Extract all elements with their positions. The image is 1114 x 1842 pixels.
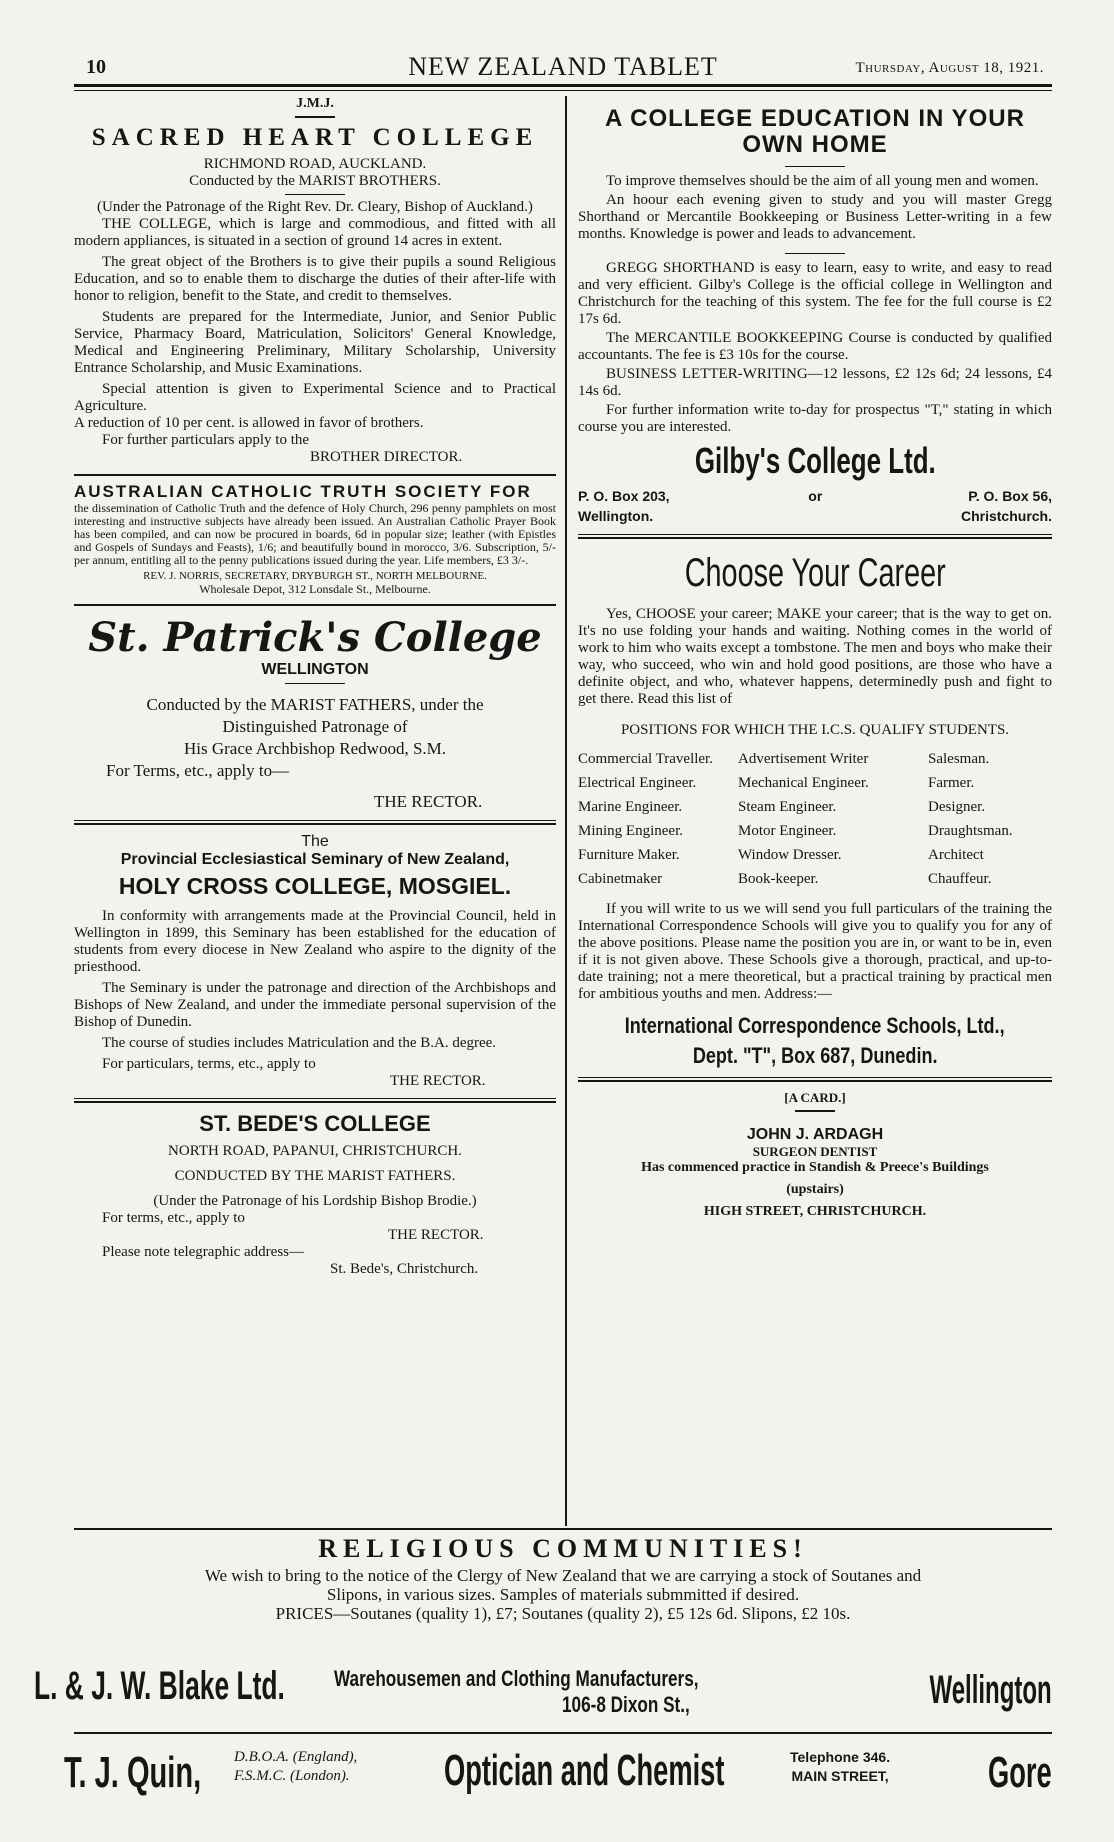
ad-address: Wholesale Depot, 312 Lonsdale St., Melbourne. xyxy=(199,582,431,596)
ad-line: His Grace Archbishop Redwood, S.M. xyxy=(183,739,447,758)
position-item: Architect xyxy=(928,847,984,863)
dentist-role: SURGEON DENTIST xyxy=(752,1144,878,1159)
ad-paragraph: Yes, CHOOSE your career; MAKE your career; that is the way to get on. It's no use folding your hands and waiting. Nothing comes in the world of work to him who waits except a tombstone. The men and boys who make their way, who succeed, who win and hold good positions, are those who have a definite object, and who, whatever happens, determinedly push and fight to get there. Read this list of xyxy=(578,606,1052,707)
school-address: Dept. "T", Box 687, Dunedin. xyxy=(692,1043,938,1068)
blake-address: 106-8 Dixon St., xyxy=(562,1692,690,1717)
st-patricks-ad xyxy=(74,614,556,812)
section-rule xyxy=(74,604,556,606)
ad-city: WELLINGTON xyxy=(261,661,369,678)
ad-signature: THE RECTOR. xyxy=(374,792,483,811)
ad-body: the dissemination of Catholic Truth and the defence of Holy Church, 296 penny pamphlets on most interesting and instructive subjects have already been issued. An Australian Catholic Prayer Book has been compiled, and can now be procured in boards, 6d in popular size; leather (with Epistles and Gospels of Sundays and Feasts), 1/6; and beautifully bound in morocco, 3/6. Subscription, 5/- per annum, entitling all to the penny publications issued during the year. Life members, £3 3/-. xyxy=(74,501,556,567)
ad-signature: REV. J. NORRIS, SECRETARY, DRYBURGH ST., NORTH MELBOURNE. xyxy=(143,570,487,582)
ad-subheading: Provincial Ecclesiastical Seminary of New Zealand, xyxy=(120,851,510,868)
quin-ad xyxy=(64,1744,1052,1808)
ad-line: Distinguished Patronage of xyxy=(222,717,408,736)
ad-paragraph: Students are prepared for the Intermediate, Junior, and Senior Public Service, Pharmacy Board, Matriculation, Solicitors' General Knowledge, Medical and Engineering Preliminary, Military Scholarship, University Entrance Scholarship, and Music Examinations. xyxy=(74,309,556,376)
position-item: Farmer. xyxy=(928,775,975,791)
card-label: [A CARD.] xyxy=(784,1090,846,1105)
position-item: Window Dresser. xyxy=(738,847,842,863)
page-number: 10 xyxy=(86,56,106,78)
ad-conducted: CONDUCTED BY THE MARIST FATHERS. xyxy=(174,1168,456,1184)
ad-conducted: Conducted by the MARIST BROTHERS. xyxy=(189,173,441,189)
positions-list xyxy=(578,747,1052,891)
school-name: International Correspondence Schools, Ltd., xyxy=(625,1013,1005,1038)
section-rule xyxy=(74,474,556,476)
page-header xyxy=(74,52,1052,82)
ad-line: For terms, etc., apply to xyxy=(102,1210,245,1226)
position-item: Book-keeper. xyxy=(738,871,819,887)
ad-address: St. Bede's, Christchurch. xyxy=(330,1261,479,1277)
section-rule xyxy=(74,1732,1052,1734)
position-item: Cabinetmaker xyxy=(578,871,663,887)
quin-credentials: D.B.O.A. (England), F.S.M.C. (London). xyxy=(234,1749,358,1784)
ad-line: Slipons, in various sizes. Samples of materials submmitted if desired. xyxy=(326,1585,800,1604)
ad-paragraph: A reduction of 10 per cent. is allowed in favor of brothers. xyxy=(74,415,424,431)
section-rule xyxy=(578,1077,1052,1082)
ad-line: PRICES—Soutanes (quality 1), £7; Soutanes (quality 2), £5 12s 6d. Slipons, £2 10s. xyxy=(275,1604,851,1623)
ad-heading: SACRED HEART COLLEGE xyxy=(91,124,539,151)
ad-heading: Choose Your Career xyxy=(684,551,946,595)
college-education-ad xyxy=(578,106,1052,526)
ad-line: Conducted by the MARIST FATHERS, under the xyxy=(146,695,484,714)
ornament-rule xyxy=(785,253,845,254)
position-item: Marine Engineer. xyxy=(578,799,683,815)
ad-signature: THE RECTOR. xyxy=(388,1227,484,1243)
quin-city: Gore xyxy=(988,1748,1052,1797)
christchurch-address: P. O. Box 56, Christchurch. xyxy=(960,488,1052,524)
ad-kicker: The xyxy=(301,833,329,850)
ad-paragraph: The Seminary is under the patronage and direction of the Archbishops and Bishops of New Zealand, and under the immediate personal supervision of the Bishop of Dunedin. xyxy=(74,980,556,1030)
practice-floor: (upstairs) xyxy=(786,1182,844,1197)
religious-communities-ad xyxy=(74,1528,1052,1623)
position-item: Mechanical Engineer. xyxy=(738,775,869,791)
position-item: Motor Engineer. xyxy=(738,823,837,839)
ad-paragraph: In conformity with arrangements made at the Provincial Council, held in Wellington in 1899, this Seminary has been established for the education of students from every diocese in New Zealand who aspire to the dignity of the priesthood. xyxy=(74,908,556,975)
blake-trade: Warehousemen and Clothing Manufacturers, xyxy=(334,1666,699,1691)
header-rule xyxy=(74,84,1052,91)
practice-location: Has commenced practice in Standish & Preece's Buildings xyxy=(641,1160,989,1175)
position-item: Advertisement Writer xyxy=(738,751,869,767)
position-item: Draughtsman. xyxy=(928,823,1013,839)
section-rule xyxy=(74,1098,556,1103)
ad-line: We wish to bring to the notice of the Clergy of New Zealand that we are carrying a stock of Soutanes and xyxy=(204,1566,922,1585)
ad-heading: HOLY CROSS COLLEGE, MOSGIEL. xyxy=(118,873,512,899)
dentist-name: JOHN J. ARDAGH xyxy=(746,1126,884,1143)
ad-paragraph: THE COLLEGE, which is large and commodious, and fitted with all modern appliances, is situated in a section of ground 14 acres in extent. xyxy=(74,216,556,249)
truth-society-ad xyxy=(74,482,556,596)
ad-address: RICHMOND ROAD, AUCKLAND. xyxy=(203,156,427,172)
ad-paragraph: An hoour each evening given to study and you will master Gregg Shorthand or Mercantile Bookkeeping or Business Letter-writing in a few months. Knowledge is power and leads to advancement. xyxy=(578,192,1052,242)
brand-name: Gilby's College Ltd. xyxy=(694,440,936,481)
wellington-address: P. O. Box 203, Wellington. xyxy=(578,488,670,524)
ad-paragraph: Special attention is given to Experimental Science and to Practical Agriculture. xyxy=(74,381,556,414)
or-word: or xyxy=(808,488,823,504)
ad-paragraph: For particulars, terms, etc., apply to xyxy=(102,1056,316,1072)
jmj-mark: J.M.J. xyxy=(296,96,334,111)
right-column xyxy=(578,96,1052,1220)
position-item: Steam Engineer. xyxy=(738,799,837,815)
dentist-card xyxy=(578,1090,1052,1220)
section-rule xyxy=(74,820,556,825)
position-item: Commercial Traveller. xyxy=(578,751,713,767)
ad-paragraph: For further particulars apply to the xyxy=(102,432,310,448)
ad-heading: A COLLEGE EDUCATION IN YOUR OWN HOME xyxy=(605,105,1025,158)
st-bedes-ad xyxy=(74,1111,556,1278)
position-item: Designer. xyxy=(928,799,986,815)
ad-patronage: (Under the Patronage of his Lordship Bishop Brodie.) xyxy=(153,1193,477,1209)
position-item: Electrical Engineer. xyxy=(578,775,697,791)
ornament-rule xyxy=(785,166,845,167)
ad-paragraph: The MERCANTILE BOOKKEEPING Course is conducted by qualified accountants. The fee is £3 10s for the course. xyxy=(578,330,1052,363)
position-item: Chauffeur. xyxy=(928,871,992,887)
sacred-heart-ad xyxy=(74,96,556,466)
ad-line: Please note telegraphic address— xyxy=(102,1244,305,1260)
ad-patronage: (Under the Patronage of the Right Rev. Dr. Cleary, Bishop of Auckland.) xyxy=(97,199,533,215)
ornament-rule xyxy=(795,1110,835,1112)
blake-city: Wellington xyxy=(929,1668,1052,1712)
ad-paragraph: If you will write to us we will send you full particulars of the training the International Correspondence Schools will give you to qualify you for any of the above positions. Please name the position you are in, or want to be in, even if it is not given above. These Schools give a thorough, practical, and up-to-date training; not a mere theoretical, but a practical training by practical men for ambitious youths and men. Address:— xyxy=(578,901,1052,1002)
ad-paragraph: The great object of the Brothers is to give their pupils a sound Religious Education, and so to enable them to discharge the duties of their after-life with honor to religion, benefit to the State, and credit to themselves. xyxy=(74,254,556,304)
ad-paragraph: GREGG SHORTHAND is easy to learn, easy to write, and easy to read and very efficient. Gilby's College is the official college in Wellington and Christchurch for the teaching of this system. The fee for the full course is £2 17s 6d. xyxy=(578,260,1052,327)
column-divider xyxy=(565,96,567,1526)
ad-paragraph: BUSINESS LETTER-WRITING—12 lessons, £2 12s 6d; 24 lessons, £4 14s 6d. xyxy=(578,366,1052,399)
ad-paragraph: The course of studies includes Matriculation and the B.A. degree. xyxy=(102,1035,497,1051)
masthead-title: NEW ZEALAND TABLET xyxy=(408,52,718,81)
office-addresses xyxy=(578,486,1052,526)
holy-cross-ad xyxy=(74,833,556,1090)
ornament-rule xyxy=(295,116,335,118)
career-ad xyxy=(578,549,1052,1069)
left-column xyxy=(74,96,556,1278)
ornament-rule xyxy=(285,683,345,684)
quin-contact: Telephone 346. MAIN STREET, xyxy=(790,1749,891,1784)
quin-name: T. J. Quin, xyxy=(64,1748,202,1797)
position-item: Salesman. xyxy=(928,751,990,767)
position-item: Furniture Maker. xyxy=(578,847,680,863)
ad-signature: BROTHER DIRECTOR. xyxy=(310,449,463,465)
section-rule xyxy=(74,1528,1052,1530)
ad-paragraph: For further information write to-day for prospectus "T," stating in which course you are interested. xyxy=(578,402,1052,435)
ad-paragraph: To improve themselves should be the aim of all young men and women. xyxy=(606,173,1039,189)
ad-heading: AUSTRALIAN CATHOLIC TRUTH SOCIETY FOR xyxy=(74,482,532,501)
ad-heading: RELIGIOUS COMMUNITIES! xyxy=(318,1534,808,1563)
ad-heading: ST. BEDE'S COLLEGE xyxy=(199,1111,431,1136)
quin-trade: Optician and Chemist xyxy=(444,1746,725,1795)
ad-signature: THE RECTOR. xyxy=(390,1073,486,1089)
ornament-rule xyxy=(285,194,345,195)
ad-heading: St. Patrick's College xyxy=(88,614,542,661)
blake-name: L. & J. W. Blake Ltd. xyxy=(34,1664,285,1708)
blake-ad xyxy=(34,1664,1052,1722)
position-item: Mining Engineer. xyxy=(578,823,683,839)
positions-heading: POSITIONS FOR WHICH THE I.C.S. QUALIFY STUDENTS. xyxy=(620,722,1010,738)
for-word: FOR xyxy=(489,482,532,501)
ad-address: NORTH ROAD, PAPANUI, CHRISTCHURCH. xyxy=(168,1143,462,1159)
issue-date: Thursday, August 18, 1921. xyxy=(855,60,1044,76)
section-rule xyxy=(578,534,1052,539)
ad-line: For Terms, etc., apply to— xyxy=(106,761,290,780)
practice-street: HIGH STREET, CHRISTCHURCH. xyxy=(703,1204,927,1219)
